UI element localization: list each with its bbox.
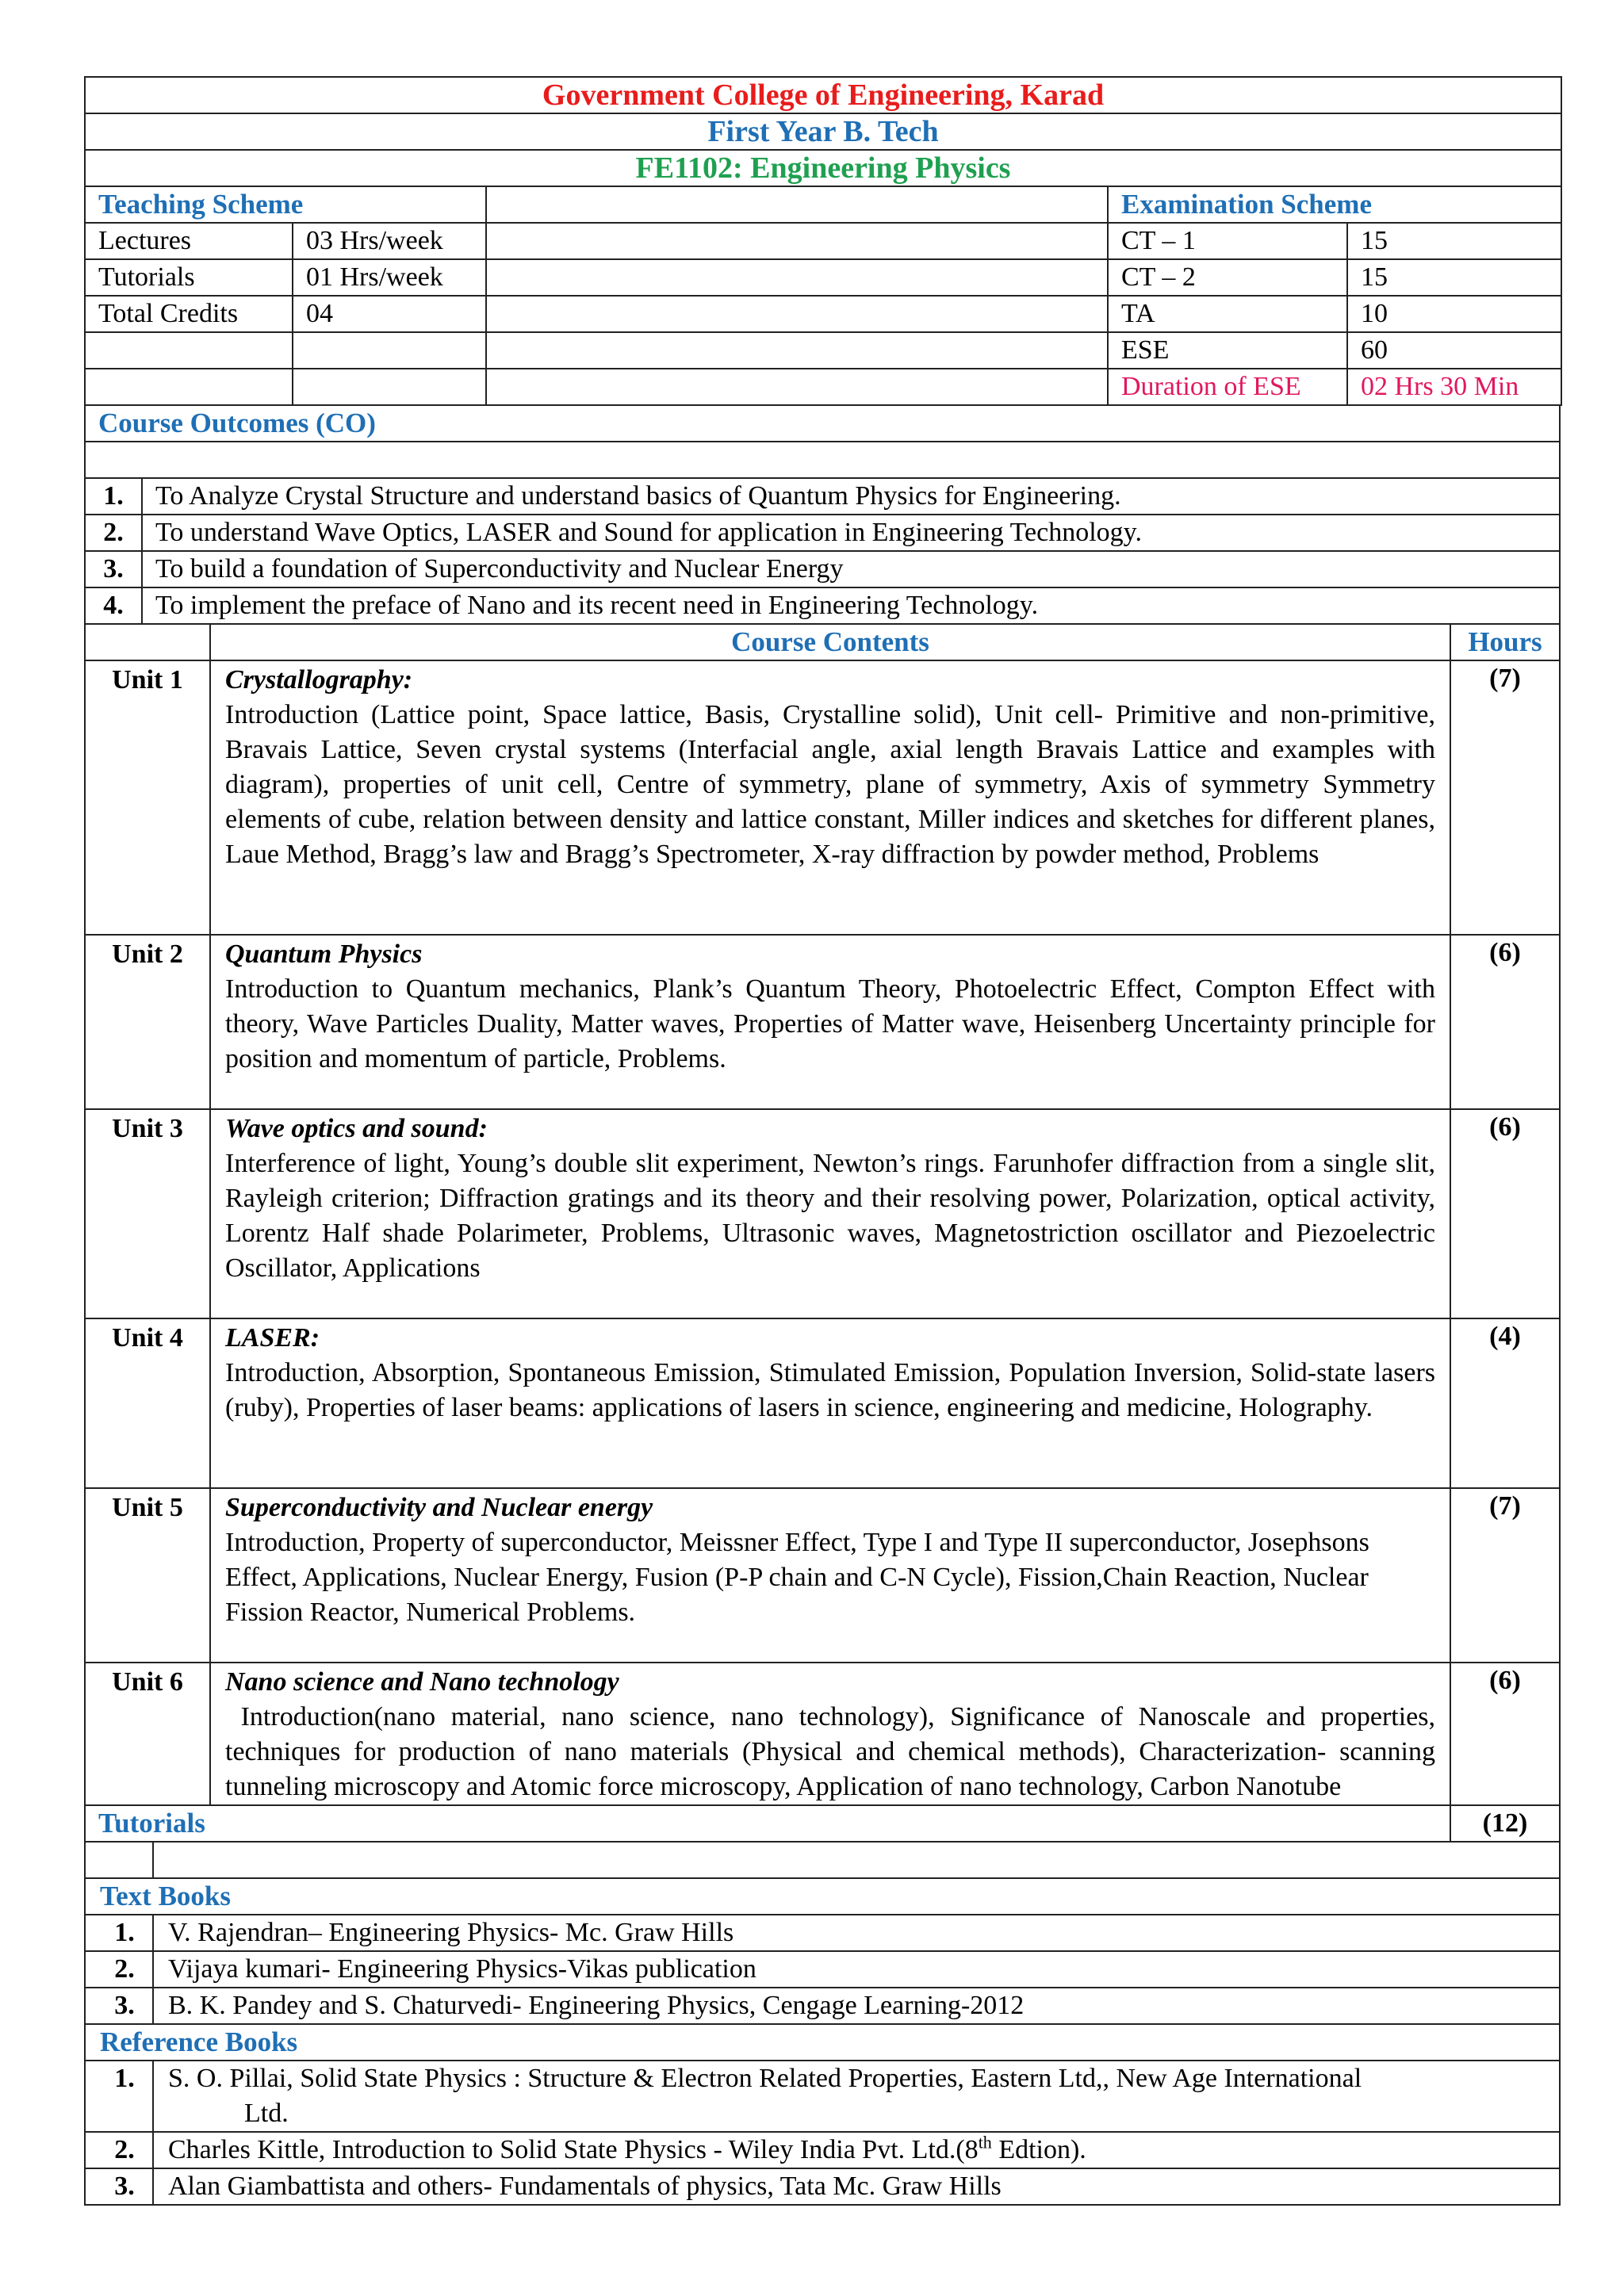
reference-books-label: Reference Books (85, 2024, 1560, 2061)
book-text: Alan Giambattista and others- Fundamentals of physics, Tata Mc. Graw Hills (153, 2168, 1560, 2205)
unit-label: Unit 2 (85, 935, 210, 1109)
outcome-number: 1. (85, 478, 142, 515)
outcome-number: 3. (85, 551, 142, 587)
teaching-label: Lectures (85, 223, 293, 259)
unit-title: Quantum Physics (225, 939, 423, 969)
outcome-text: To Analyze Crystal Structure and understand basics of Quantum Physics for Engineering. (142, 478, 1560, 515)
year-title: First Year B. Tech (85, 113, 1561, 150)
unit-description: Introduction to Quantum mechanics, Plank’s Quantum Theory, Photoelectric Effect, Compton Effect with theory, Wave Particles Duality, Matter waves, Properties of Matter wave, Heisenberg Uncertainty principle for position and momentum of particle, Problems. (225, 974, 1435, 1073)
outcome-text: To understand Wave Optics, LASER and Sound for application in Engineering Technology. (142, 515, 1560, 551)
unit-label: Unit 3 (85, 1109, 210, 1318)
exam-label: ESE (1108, 332, 1347, 369)
text-books-label: Text Books (85, 1878, 1560, 1915)
exam-label: CT – 2 (1108, 259, 1347, 296)
exam-value: 15 (1347, 223, 1561, 259)
tutorials-label: Tutorials (85, 1805, 1450, 1842)
unit-label: Unit 4 (85, 1318, 210, 1488)
unit-content (210, 935, 1450, 1109)
unit-description: Introduction (Lattice point, Space lattice, Basis, Crystalline solid), Unit cell- Primitive and non-primitive, Bravais Lattice, Seven crystal systems (Interfacial angle, axial length Bravais Lattice and examples with diagram), properties of unit cell, Centre of symmetry, plane of symmetry, Axis of symmetry Symmetry elements of cube, relation between density and lattice constant, Miller indices and sketches for different planes, Laue Method, Bragg’s law and Bragg’s Spectrometer, X-ray diffraction by powder method, Problems (225, 700, 1435, 869)
exam-value: 60 (1347, 332, 1561, 369)
exam-value: 15 (1347, 259, 1561, 296)
unit-label: Unit 6 (85, 1663, 210, 1805)
hours-label: Hours (1450, 624, 1560, 660)
unit-description: Interference of light, Young’s double slit experiment, Newton’s rings. Farunhofer diffraction from a single slit, Rayleigh criterion; Diffraction gratings and its theory and their resolving power, Polarization, optical activity, Lorentz Half shade Polarimeter, Problems, Ultrasonic waves, Magnetostriction oscillator and Piezoelectric Oscillator, Applications (225, 1149, 1435, 1283)
unit-content (210, 1488, 1450, 1663)
book-text (153, 2061, 1560, 2132)
exam-label: CT – 1 (1108, 223, 1347, 259)
book-number: 2. (85, 2132, 153, 2168)
unit-title: Wave optics and sound: (225, 1114, 488, 1143)
teaching-value: 04 (293, 296, 486, 332)
outcome-number: 2. (85, 515, 142, 551)
unit-label: Unit 5 (85, 1488, 210, 1663)
header-table (84, 76, 1562, 406)
outcome-text: To implement the preface of Nano and its recent need in Engineering Technology. (142, 587, 1560, 624)
teaching-label: Total Credits (85, 296, 293, 332)
book-number: 1. (85, 1915, 153, 1951)
unit-description: Introduction(nano material, nano science, nano technology), Significance of Nanoscale and properties, techniques for production of nano materials (Physical and chemical methods), Characterization- scanning tunneling microscopy and Atomic force microscopy, Application of nano technology, Carbon Nanotube (225, 1702, 1442, 1801)
books-table (84, 1841, 1561, 2206)
course-title: FE1102: Engineering Physics (85, 150, 1561, 186)
unit-hours: (7) (1450, 1488, 1560, 1663)
book-text (153, 2132, 1560, 2168)
book-text-pre: Charles Kittle, Introduction to Solid State Physics - Wiley India Pvt. Ltd.(8 (168, 2135, 979, 2164)
outcome-number: 4. (85, 587, 142, 624)
superscript: th (978, 2132, 992, 2152)
unit-description: Introduction, Property of superconductor, Meissner Effect, Type I and Type II superconductor, Josephsons Effect, Applications, Nuclear Energy, Fusion (P-P chain and C-N Cycle), Fission,Chain Reaction, Nuclear Fission Reactor, Numerical Problems. (225, 1528, 1369, 1627)
unit-title: Nano science and Nano technology (225, 1667, 619, 1697)
syllabus-sheet (84, 76, 1561, 2206)
unit-title: LASER: (225, 1323, 320, 1353)
unit-title: Superconductivity and Nuclear energy (225, 1493, 653, 1522)
unit-content (210, 1663, 1450, 1805)
outcomes-label: Course Outcomes (CO) (85, 405, 1560, 442)
unit-label: Unit 1 (85, 660, 210, 935)
exam-duration-value: 02 Hrs 30 Min (1347, 369, 1561, 405)
tutorials-hours: (12) (1450, 1805, 1560, 1842)
unit-hours: (7) (1450, 660, 1560, 935)
college-name: Government College of Engineering, Karad (85, 77, 1561, 113)
unit-content (210, 660, 1450, 935)
exam-label: TA (1108, 296, 1347, 332)
teaching-scheme-label: Teaching Scheme (85, 186, 486, 223)
exam-scheme-label: Examination Scheme (1108, 186, 1561, 223)
unit-hours: (6) (1450, 935, 1560, 1109)
book-text: B. K. Pandey and S. Chaturvedi- Engineering Physics, Cengage Learning-2012 (153, 1988, 1560, 2024)
exam-duration-label: Duration of ESE (1108, 369, 1347, 405)
book-text-continuation: Ltd. (244, 2099, 289, 2128)
unit-content (210, 1318, 1450, 1488)
book-text-post: Edtion). (991, 2135, 1086, 2164)
outcomes-table (84, 404, 1561, 625)
book-number: 3. (85, 1988, 153, 2024)
unit-description: Introduction, Absorption, Spontaneous Emission, Stimulated Emission, Population Inversion, Solid-state lasers (ruby), Properties of laser beams: applications of lasers in science, engineering and medicine, Holography. (225, 1358, 1435, 1422)
book-number: 2. (85, 1951, 153, 1988)
teaching-label: Tutorials (85, 259, 293, 296)
book-text-line: S. O. Pillai, Solid State Physics : Structure & Electron Related Properties, Eastern Ltd,, New Age International (168, 2064, 1362, 2093)
unit-hours: (6) (1450, 1109, 1560, 1318)
unit-content (210, 1109, 1450, 1318)
teaching-value: 03 Hrs/week (293, 223, 486, 259)
outcome-text: To build a foundation of Superconductivity and Nuclear Energy (142, 551, 1560, 587)
teaching-value: 01 Hrs/week (293, 259, 486, 296)
book-number: 1. (85, 2061, 153, 2132)
unit-hours: (6) (1450, 1663, 1560, 1805)
exam-value: 10 (1347, 296, 1561, 332)
book-text: V. Rajendran– Engineering Physics- Mc. Graw Hills (153, 1915, 1560, 1951)
unit-title: Crystallography: (225, 665, 413, 695)
book-text: Vijaya kumari- Engineering Physics-Vikas publication (153, 1951, 1560, 1988)
book-number: 3. (85, 2168, 153, 2205)
contents-table (84, 623, 1561, 1843)
contents-label: Course Contents (210, 624, 1450, 660)
unit-hours: (4) (1450, 1318, 1560, 1488)
